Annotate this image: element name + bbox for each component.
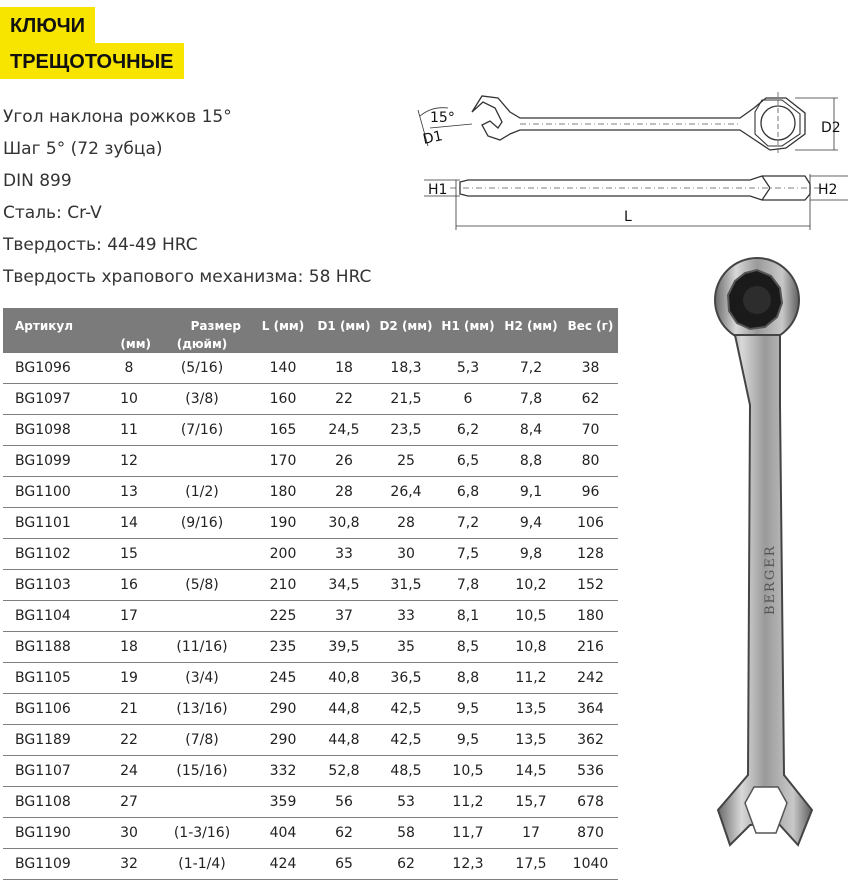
cell-size-mm: 14 [107,508,151,539]
cell-h1: 11,2 [437,787,499,818]
cell-size-inch [151,601,253,632]
cell-article: BG1100 [3,477,107,508]
table-row [3,353,618,384]
cell-d2: 42,5 [375,725,437,756]
cell-h2: 9,8 [499,539,563,570]
cell-d1: 33 [313,539,375,570]
spec-line: Угол наклона рожков 15° [3,107,232,127]
cell-article: BG1101 [3,508,107,539]
size-mm-header: (мм) [120,337,151,351]
cell-d2: 42,5 [375,694,437,725]
cell-weight: 62 [563,384,618,415]
cell-article: BG1098 [3,415,107,446]
table-row [3,570,618,601]
table-row [3,508,618,539]
cell-size-inch: (9/16) [151,508,253,539]
col-article: Артикул [15,319,73,333]
cell-d1: 28 [313,477,375,508]
cell-d2: 36,5 [375,663,437,694]
cell-h2: 13,5 [499,725,563,756]
cell-weight: 216 [563,632,618,663]
cell-article: BG1097 [3,384,107,415]
cell-size-mm: 12 [107,446,151,477]
cell-h1: 6 [437,384,499,415]
cell-article: BG1102 [3,539,107,570]
cell-article: BG1109 [3,849,107,880]
cell-l: 404 [253,818,313,849]
cell-size-inch: (1-1/4) [151,849,253,880]
cell-weight: 70 [563,415,618,446]
cell-weight: 180 [563,601,618,632]
table-row [3,384,618,415]
cell-h1: 7,5 [437,539,499,570]
cell-h2: 14,5 [499,756,563,787]
cell-l: 332 [253,756,313,787]
cell-d2: 23,5 [375,415,437,446]
cell-weight: 152 [563,570,618,601]
cell-weight: 362 [563,725,618,756]
title-line-2: ТРЕЩОТОЧНЫЕ [0,43,184,79]
wrench-dimension-drawing [410,88,855,238]
cell-h2: 7,8 [499,384,563,415]
cell-d1: 52,8 [313,756,375,787]
cell-size-mm: 16 [107,570,151,601]
cell-h1: 8,1 [437,601,499,632]
cell-size-inch: (13/16) [151,694,253,725]
cell-article: BG1103 [3,570,107,601]
cell-h2: 15,7 [499,787,563,818]
cell-size-inch: (1-3/16) [151,818,253,849]
cell-l: 245 [253,663,313,694]
cell-h1: 10,5 [437,756,499,787]
cell-l: 359 [253,787,313,818]
cell-weight: 870 [563,818,618,849]
table-row [3,849,618,880]
cell-size-inch: (7/16) [151,415,253,446]
cell-h1: 7,2 [437,508,499,539]
cell-size-inch [151,446,253,477]
cell-weight: 1040 [563,849,618,880]
table-row [3,415,618,446]
table-row [3,787,618,818]
col-h1: H1 (мм) [441,319,495,333]
cell-article: BG1104 [3,601,107,632]
brand-engraving: BERGER [763,544,778,615]
cell-size-mm: 22 [107,725,151,756]
cell-h2: 10,8 [499,632,563,663]
cell-h1: 9,5 [437,694,499,725]
cell-h2: 9,1 [499,477,563,508]
cell-d2: 62 [375,849,437,880]
cell-d1: 44,8 [313,694,375,725]
cell-d2: 26,4 [375,477,437,508]
cell-d1: 39,5 [313,632,375,663]
cell-d1: 26 [313,446,375,477]
cell-h2: 17 [499,818,563,849]
cell-d1: 18 [313,353,375,384]
col-l: L (мм) [261,319,305,333]
cell-size-mm: 10 [107,384,151,415]
cell-size-inch: (11/16) [151,632,253,663]
cell-article: BG1106 [3,694,107,725]
cell-size-inch [151,539,253,570]
table-body [3,353,618,880]
cell-l: 160 [253,384,313,415]
cell-l: 225 [253,601,313,632]
spec-line: Твердость храпового механизма: 58 HRC [3,267,372,287]
cell-h1: 6,8 [437,477,499,508]
cell-weight: 106 [563,508,618,539]
cell-article: BG1107 [3,756,107,787]
cell-l: 424 [253,849,313,880]
cell-size-inch: (3/8) [151,384,253,415]
cell-d2: 18,3 [375,353,437,384]
table-header-row [3,308,618,353]
cell-h1: 9,5 [437,725,499,756]
cell-l: 200 [253,539,313,570]
cell-size-mm: 18 [107,632,151,663]
cell-d2: 25 [375,446,437,477]
table-row [3,694,618,725]
cell-size-mm: 15 [107,539,151,570]
cell-article: BG1105 [3,663,107,694]
cell-h1: 8,5 [437,632,499,663]
size-inch-header: (дюйм) [176,337,228,351]
cell-d1: 24,5 [313,415,375,446]
cell-weight: 242 [563,663,618,694]
cell-d1: 30,8 [313,508,375,539]
cell-h1: 7,8 [437,570,499,601]
cell-article: BG1096 [3,353,107,384]
col-h2: H2 (мм) [504,319,558,333]
cell-l: 170 [253,446,313,477]
cell-d1: 22 [313,384,375,415]
cell-d2: 35 [375,632,437,663]
drawing-angle-label: 15° [430,110,455,126]
cell-d1: 62 [313,818,375,849]
spec-line: DIN 899 [3,171,72,191]
cell-size-mm: 32 [107,849,151,880]
cell-d1: 44,8 [313,725,375,756]
cell-article: BG1099 [3,446,107,477]
table-row [3,725,618,756]
cell-weight: 536 [563,756,618,787]
cell-size-mm: 11 [107,415,151,446]
cell-size-inch: (7/8) [151,725,253,756]
table-row [3,756,618,787]
cell-h1: 8,8 [437,663,499,694]
cell-l: 180 [253,477,313,508]
table-row [3,818,618,849]
cell-h2: 7,2 [499,353,563,384]
table-row [3,539,618,570]
col-d1: D1 (мм) [317,319,371,333]
table-row [3,663,618,694]
cell-d2: 21,5 [375,384,437,415]
cell-size-inch: (5/8) [151,570,253,601]
drawing-d1-label: D1 [421,128,445,148]
cell-l: 290 [253,725,313,756]
cell-d2: 28 [375,508,437,539]
spec-line: Шаг 5° (72 зубца) [3,139,163,159]
drawing-l-label: L [624,209,632,225]
cell-h2: 13,5 [499,694,563,725]
cell-h2: 11,2 [499,663,563,694]
col-weight: Вес (г) [567,319,614,333]
table-row [3,632,618,663]
cell-d2: 53 [375,787,437,818]
drawing-h2-label: H2 [818,182,838,198]
cell-size-inch: (5/16) [151,353,253,384]
cell-article: BG1108 [3,787,107,818]
cell-size-mm: 27 [107,787,151,818]
cell-h2: 10,2 [499,570,563,601]
cell-article: BG1190 [3,818,107,849]
cell-d1: 34,5 [313,570,375,601]
cell-article: BG1188 [3,632,107,663]
wrench-size-table [3,308,618,880]
cell-l: 235 [253,632,313,663]
cell-weight: 128 [563,539,618,570]
cell-h2: 8,8 [499,446,563,477]
table-row [3,477,618,508]
cell-h1: 11,7 [437,818,499,849]
col-d2: D2 (мм) [379,319,433,333]
cell-size-mm: 13 [107,477,151,508]
cell-size-inch [151,787,253,818]
cell-weight: 38 [563,353,618,384]
cell-size-mm: 21 [107,694,151,725]
cell-h2: 8,4 [499,415,563,446]
cell-weight: 96 [563,477,618,508]
cell-h1: 5,3 [437,353,499,384]
table-row [3,601,618,632]
cell-h2: 9,4 [499,508,563,539]
cell-l: 140 [253,353,313,384]
cell-h2: 10,5 [499,601,563,632]
cell-d2: 33 [375,601,437,632]
cell-d2: 31,5 [375,570,437,601]
cell-size-inch: (15/16) [151,756,253,787]
cell-d1: 40,8 [313,663,375,694]
spec-line: Сталь: Cr-V [3,203,102,223]
cell-size-inch: (3/4) [151,663,253,694]
cell-h2: 17,5 [499,849,563,880]
cell-weight: 80 [563,446,618,477]
cell-weight: 678 [563,787,618,818]
cell-l: 210 [253,570,313,601]
cell-size-mm: 17 [107,601,151,632]
cell-h1: 12,3 [437,849,499,880]
cell-d2: 30 [375,539,437,570]
cell-size-inch: (1/2) [151,477,253,508]
size-header: Размер [190,319,241,333]
cell-d1: 65 [313,849,375,880]
cell-h1: 6,2 [437,415,499,446]
cell-l: 165 [253,415,313,446]
cell-d2: 58 [375,818,437,849]
cell-size-mm: 8 [107,353,151,384]
cell-size-mm: 24 [107,756,151,787]
spec-line: Твердость: 44-49 HRC [3,235,198,255]
cell-l: 290 [253,694,313,725]
cell-size-mm: 30 [107,818,151,849]
cell-article: BG1189 [3,725,107,756]
ratcheting-wrench-image [700,255,835,855]
cell-h1: 6,5 [437,446,499,477]
cell-weight: 364 [563,694,618,725]
cell-d1: 37 [313,601,375,632]
cell-d1: 56 [313,787,375,818]
cell-l: 190 [253,508,313,539]
drawing-d2-label: D2 [821,120,841,136]
cell-d2: 48,5 [375,756,437,787]
table-row [3,446,618,477]
title-line-1: КЛЮЧИ [0,7,95,43]
cell-size-mm: 19 [107,663,151,694]
drawing-h1-label: H1 [428,182,448,198]
